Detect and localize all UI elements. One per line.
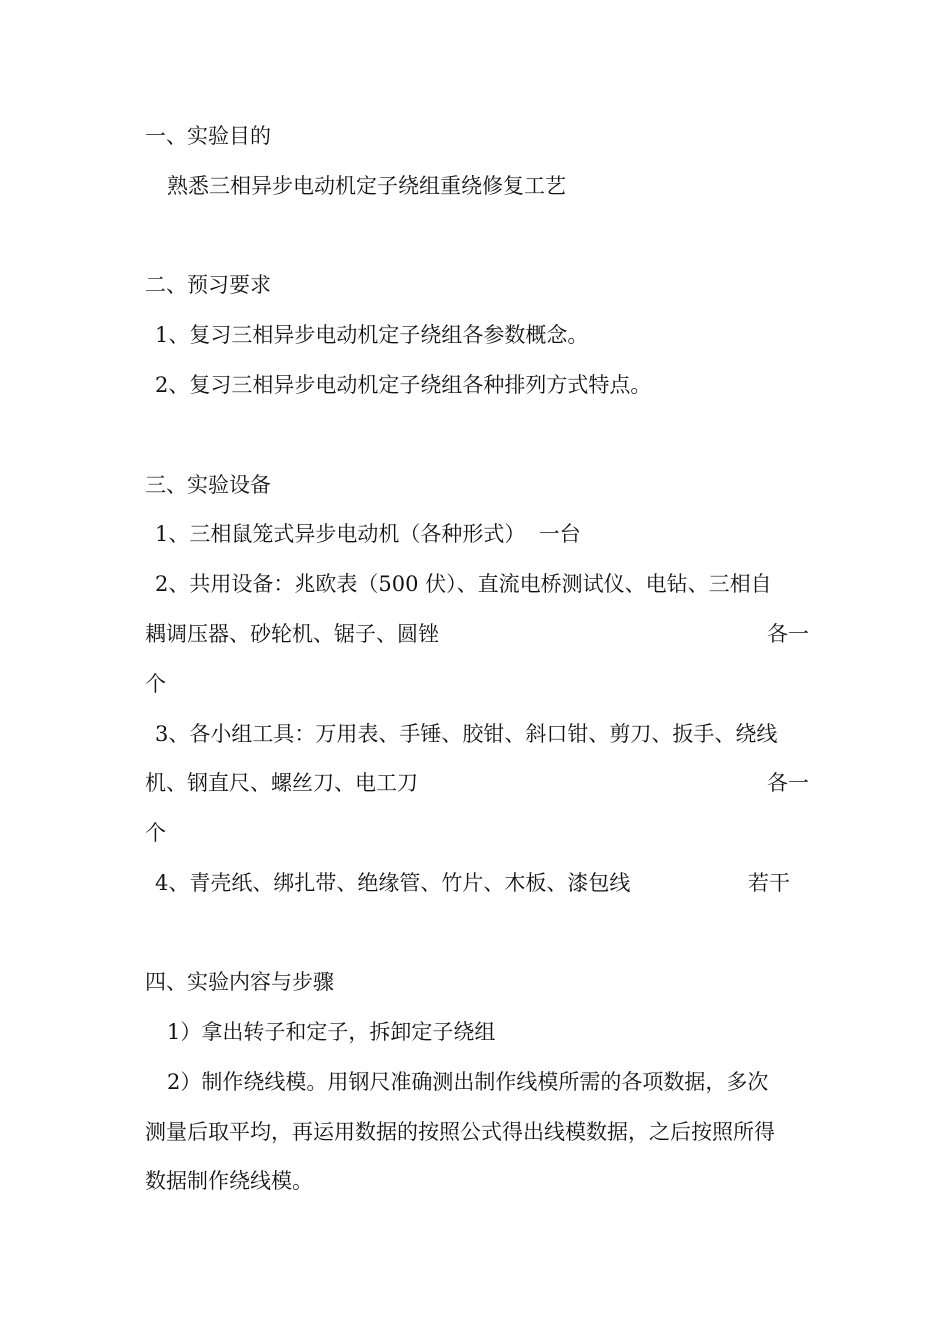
preview-item-1: 1、复习三相异步电动机定子绕组各参数概念。 — [155, 323, 589, 347]
procedure-step-1: 1）拿出转子和定子，拆卸定子绕组 — [167, 1020, 496, 1044]
procedure-step-2-line-2: 测量后取平均，再运用数据的按照公式得出线模数据，之后按照所得 — [145, 1120, 775, 1144]
procedure-step-2-line-3: 数据制作绕线模。 — [145, 1169, 313, 1193]
equipment-item-2-line-1: 2、共用设备：兆欧表（500 伏）、直流电桥测试仪、电钻、三相自 — [155, 572, 772, 596]
equipment-item-3-line-2 — [145, 769, 809, 797]
equipment-item-3-line-1: 3、各小组工具：万用表、手锤、胶钳、斜口钳、剪刀、扳手、绕线 — [155, 722, 778, 746]
section-heading-equipment: 三、实验设备 — [145, 473, 271, 497]
procedure-step-2-line-1: 2）制作绕线模。用钢尺准确测出制作线模所需的各项数据，多次 — [167, 1070, 769, 1094]
equipment-item-4 — [155, 869, 795, 897]
section-heading-preview: 二、预习要求 — [145, 273, 271, 297]
equipment-item-4-qty: 若干 — [748, 871, 790, 895]
equipment-item-2-text: 耦调压器、砂轮机、锯子、圆锉 — [145, 622, 439, 646]
equipment-item-3-qty: 各一 — [767, 771, 809, 795]
equipment-item-2-line-3: 个 — [145, 672, 166, 696]
equipment-item-2-line-2 — [145, 620, 809, 648]
equipment-item-4-text: 4、青壳纸、绑扎带、绝缘管、竹片、木板、漆包线 — [155, 871, 631, 895]
section-heading-objective: 一、实验目的 — [145, 124, 271, 148]
equipment-item-3-line-3: 个 — [145, 821, 166, 845]
preview-item-2: 2、复习三相异步电动机定子绕组各种排列方式特点。 — [155, 373, 652, 397]
objective-text: 熟悉三相异步电动机定子绕组重绕修复工艺 — [167, 174, 566, 198]
equipment-item-1: 1、三相鼠笼式异步电动机（各种形式） 一台 — [155, 522, 581, 546]
equipment-item-3-text: 机、钢直尺、螺丝刀、电工刀 — [145, 771, 418, 795]
section-heading-procedure: 四、实验内容与步骤 — [145, 970, 334, 994]
equipment-item-2-qty: 各一 — [767, 622, 809, 646]
